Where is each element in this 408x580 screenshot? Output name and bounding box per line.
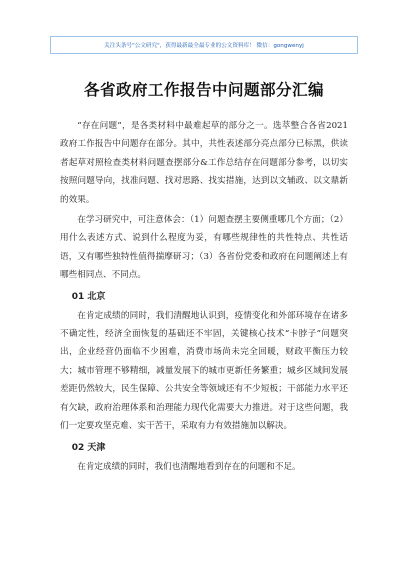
intro-paragraph: “存在问题”，是各类材料中最难起草的部分之一。选萃整合各省2021政府工作报告中问题存在部分。其中，共性表述部分亮点部分已标黑，供读者起草对照检查类材料问题查摆部分&工作总结存在问题部分参考，以切实按照问题导向，找准问题、找对思路、找实措施，达到以文辅政、以文鼎新的效果。 bbox=[60, 121, 348, 205]
section-heading-tianjin: 02 天津 bbox=[71, 442, 106, 453]
document-body bbox=[60, 117, 348, 478]
section-heading-beijing: 01 北京 bbox=[71, 291, 106, 302]
header-banner bbox=[50, 36, 358, 54]
document-title: 各省政府工作报告中问题部分汇编 bbox=[83, 81, 324, 99]
tianjin-paragraph: 在肯定成绩的同时，我们也清醒地看到存在的问题和不足。 bbox=[77, 461, 301, 472]
study-paragraph: 在学习研究中，可注意体会：（1）问题查摆主要侧重哪几个方面；（2）用什么表述方式、说到什么程度为妥，有哪些规律性的共性特点、共性话语，又有哪些独特性值得揣摩研习；（3）各省份党委和政府在问题阐述上有哪些相同点、不同点。 bbox=[60, 215, 348, 281]
beijing-paragraph: 在肯定成绩的同时，我们清醒地认识到，疫情变化和外部环境存在诸多不确定性，经济全面恢复的基础还不牢固，关键核心技术“卡脖子”问题突出，企业经营仍面临不少困难，消费市场尚未完全回暖，财政平衡压力较大；城市管理不够精细，减量发展下的城市更新任务繁重；城乡区域间发展差距仍然较大，民生保障、公共安全等领域还有不少短板；干部能力水平还有欠缺，政府治理体系和治理能力现代化需要大力推进。对于这些问题，我们一定要攻坚克难、实干苦干，采取有力有效措施加以解决。 bbox=[60, 310, 348, 432]
banner-text: 关注头条号"公文研究"，获得最新最全最专业的公文资料库！ 微信：gongwenyj bbox=[104, 43, 304, 49]
